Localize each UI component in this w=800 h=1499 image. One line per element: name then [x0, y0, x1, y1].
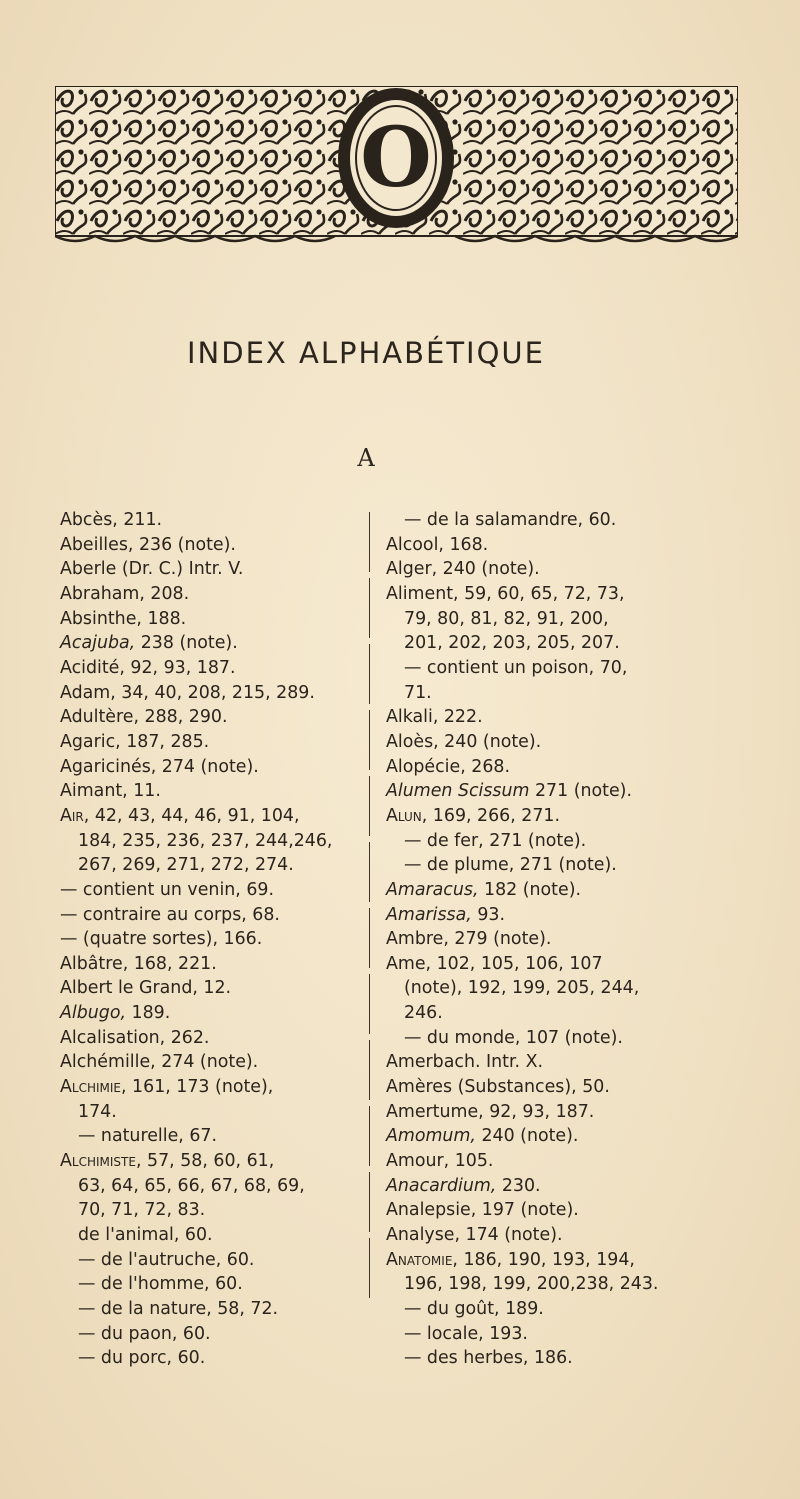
index-entry: — du monde, 107 (note). [404, 1027, 623, 1048]
index-entry: Agaricinés, 274 (note). [60, 756, 259, 777]
index-entry: Alcool, 168. [386, 534, 489, 555]
index-entry: — de l'autruche, 60. [78, 1249, 255, 1270]
index-entry [386, 878, 726, 903]
column-divider [369, 512, 370, 1302]
index-entry-headword: Air, [60, 805, 90, 826]
index-entry: 201, 202, 203, 205, 207. [404, 633, 620, 654]
index-entry: Abcès, 211. [60, 510, 163, 530]
index-entry: Amour, 105. [386, 1151, 494, 1172]
index-entry-headword: Alchimiste, [60, 1151, 142, 1172]
index-entry-headword: Amaracus, [386, 879, 479, 900]
index-entry: 70, 71, 72, 83. [78, 1200, 206, 1221]
index-entry: Analepsie, 197 (note). [386, 1200, 579, 1221]
index-entry: 71. [404, 682, 432, 703]
index-entry: — contraire au corps, 68. [60, 904, 280, 925]
index-entry: Aliment, 59, 60, 65, 72, 73, [386, 583, 625, 604]
index-entry: Abeilles, 236 (note). [60, 534, 236, 555]
index-entry [60, 1001, 400, 1026]
index-entry: Absinthe, 188. [60, 608, 187, 629]
decorative-headpiece-ornament [55, 86, 738, 246]
index-entry: — contient un venin, 69. [60, 879, 275, 900]
index-entry-refs: 271 (note). [529, 781, 632, 802]
index-entry-refs: 161, 173 (note), [126, 1077, 274, 1098]
index-entry-refs: 230. [496, 1175, 541, 1196]
index-entry: — du goût, 189. [404, 1299, 544, 1319]
index-entry-headword: Amomum, [386, 1126, 476, 1147]
index-entry-refs: 189. [126, 1003, 171, 1024]
index-entry-headword: Albugo, [60, 1003, 126, 1024]
index-entry [386, 903, 726, 928]
index-entry: Alchémille, 274 (note). [60, 1052, 259, 1073]
index-entry-headword: Anacardium, [386, 1175, 497, 1196]
index-entry [386, 1248, 726, 1273]
index-entry-refs: 238 (note). [135, 633, 238, 654]
index-entry [386, 804, 726, 829]
page-title: INDEX ALPHABÉTIQUE [187, 336, 545, 370]
index-entry: Aimant, 11. [60, 781, 161, 802]
index-entry: — de l'homme, 60. [78, 1274, 243, 1295]
index-entry: Adam, 34, 40, 208, 215, 289. [60, 682, 315, 703]
index-entry: Acidité, 92, 93, 187. [60, 657, 236, 678]
index-entry [60, 804, 400, 829]
index-entry: 196, 198, 199, 200,238, 243. [404, 1274, 659, 1295]
index-entry-headword: Alumen Scissum [386, 781, 530, 802]
index-entry-headword: Anatomie, [386, 1249, 458, 1270]
index-entry: Albert le Grand, 12. [60, 978, 232, 999]
index-entry: — de la nature, 58, 72. [78, 1299, 279, 1319]
index-entry [60, 1149, 400, 1174]
index-entry: Adultère, 288, 290. [60, 707, 228, 728]
index-entry-refs: 93. [471, 904, 505, 925]
index-entry-headword: Alun, [386, 805, 428, 826]
index-entry [60, 631, 400, 656]
index-entry [386, 1124, 726, 1149]
ornamental-initial: O [360, 110, 432, 206]
index-entry: — de plume, 271 (note). [404, 855, 617, 876]
index-entry-headword: Amarissa, [386, 904, 472, 925]
index-entry: — naturelle, 67. [78, 1126, 217, 1147]
index-entry-refs: 186, 190, 193, 194, [457, 1249, 635, 1270]
index-entry: Amertume, 92, 93, 187. [386, 1101, 595, 1122]
index-entry: — de fer, 271 (note). [404, 830, 587, 851]
index-column-right [386, 508, 726, 1371]
section-letter: A [357, 444, 375, 472]
index-entry-refs: 42, 43, 44, 46, 91, 104, [89, 805, 300, 826]
index-entry: Alger, 240 (note). [386, 559, 540, 580]
index-entry: — (quatre sortes), 166. [60, 929, 263, 950]
index-entry-refs: 240 (note). [475, 1126, 579, 1147]
index-entry: Agaric, 187, 285. [60, 731, 210, 752]
index-entry: de l'animal, 60. [78, 1225, 213, 1246]
index-entry [386, 1174, 726, 1199]
index-entry: Ambre, 279 (note). [386, 929, 552, 950]
index-entry [386, 779, 726, 804]
index-entry: Aberle (Dr. C.) Intr. V. [60, 559, 244, 580]
index-entry-refs: 169, 266, 271. [427, 805, 561, 826]
index-entry: Aloès, 240 (note). [386, 731, 542, 752]
index-entry-refs: 57, 58, 60, 61, [141, 1151, 275, 1172]
index-entry: — locale, 193. [404, 1323, 528, 1344]
index-entry: Alopécie, 268. [386, 756, 510, 777]
index-entry: — de la salamandre, 60. [404, 510, 617, 530]
index-entry: Abraham, 208. [60, 583, 190, 604]
index-column-left [60, 508, 400, 1371]
index-entry: — contient un poison, 70, [404, 657, 628, 678]
index-entry: 63, 64, 65, 66, 67, 68, 69, [78, 1175, 305, 1196]
index-entry [60, 1075, 400, 1100]
index-entry: — des herbes, 186. [404, 1348, 573, 1369]
index-entry: 184, 235, 236, 237, 244,246, [78, 830, 333, 851]
index-entry: Albâtre, 168, 221. [60, 953, 217, 974]
index-entry-refs: 182 (note). [478, 879, 582, 900]
index-entry: Alkali, 222. [386, 707, 483, 728]
index-entry: — du paon, 60. [78, 1323, 211, 1344]
index-entry: 79, 80, 81, 82, 91, 200, [404, 608, 609, 629]
index-entry: Alcalisation, 262. [60, 1027, 210, 1048]
index-entry: 267, 269, 271, 272, 274. [78, 855, 294, 876]
index-entry-headword: Alchimie, [60, 1077, 127, 1098]
index-entry-headword: Acajuba, [60, 633, 136, 654]
index-entry: Amerbach. Intr. X. [386, 1052, 544, 1073]
index-entry: Amères (Substances), 50. [386, 1077, 610, 1098]
index-entry: 246. [404, 1003, 443, 1024]
index-entry: Analyse, 174 (note). [386, 1225, 563, 1246]
index-entry: (note), 192, 199, 205, 244, [404, 978, 640, 999]
index-entry: — du porc, 60. [78, 1348, 206, 1369]
index-entry: 174. [78, 1101, 117, 1122]
index-entry: Ame, 102, 105, 106, 107 [386, 953, 603, 974]
